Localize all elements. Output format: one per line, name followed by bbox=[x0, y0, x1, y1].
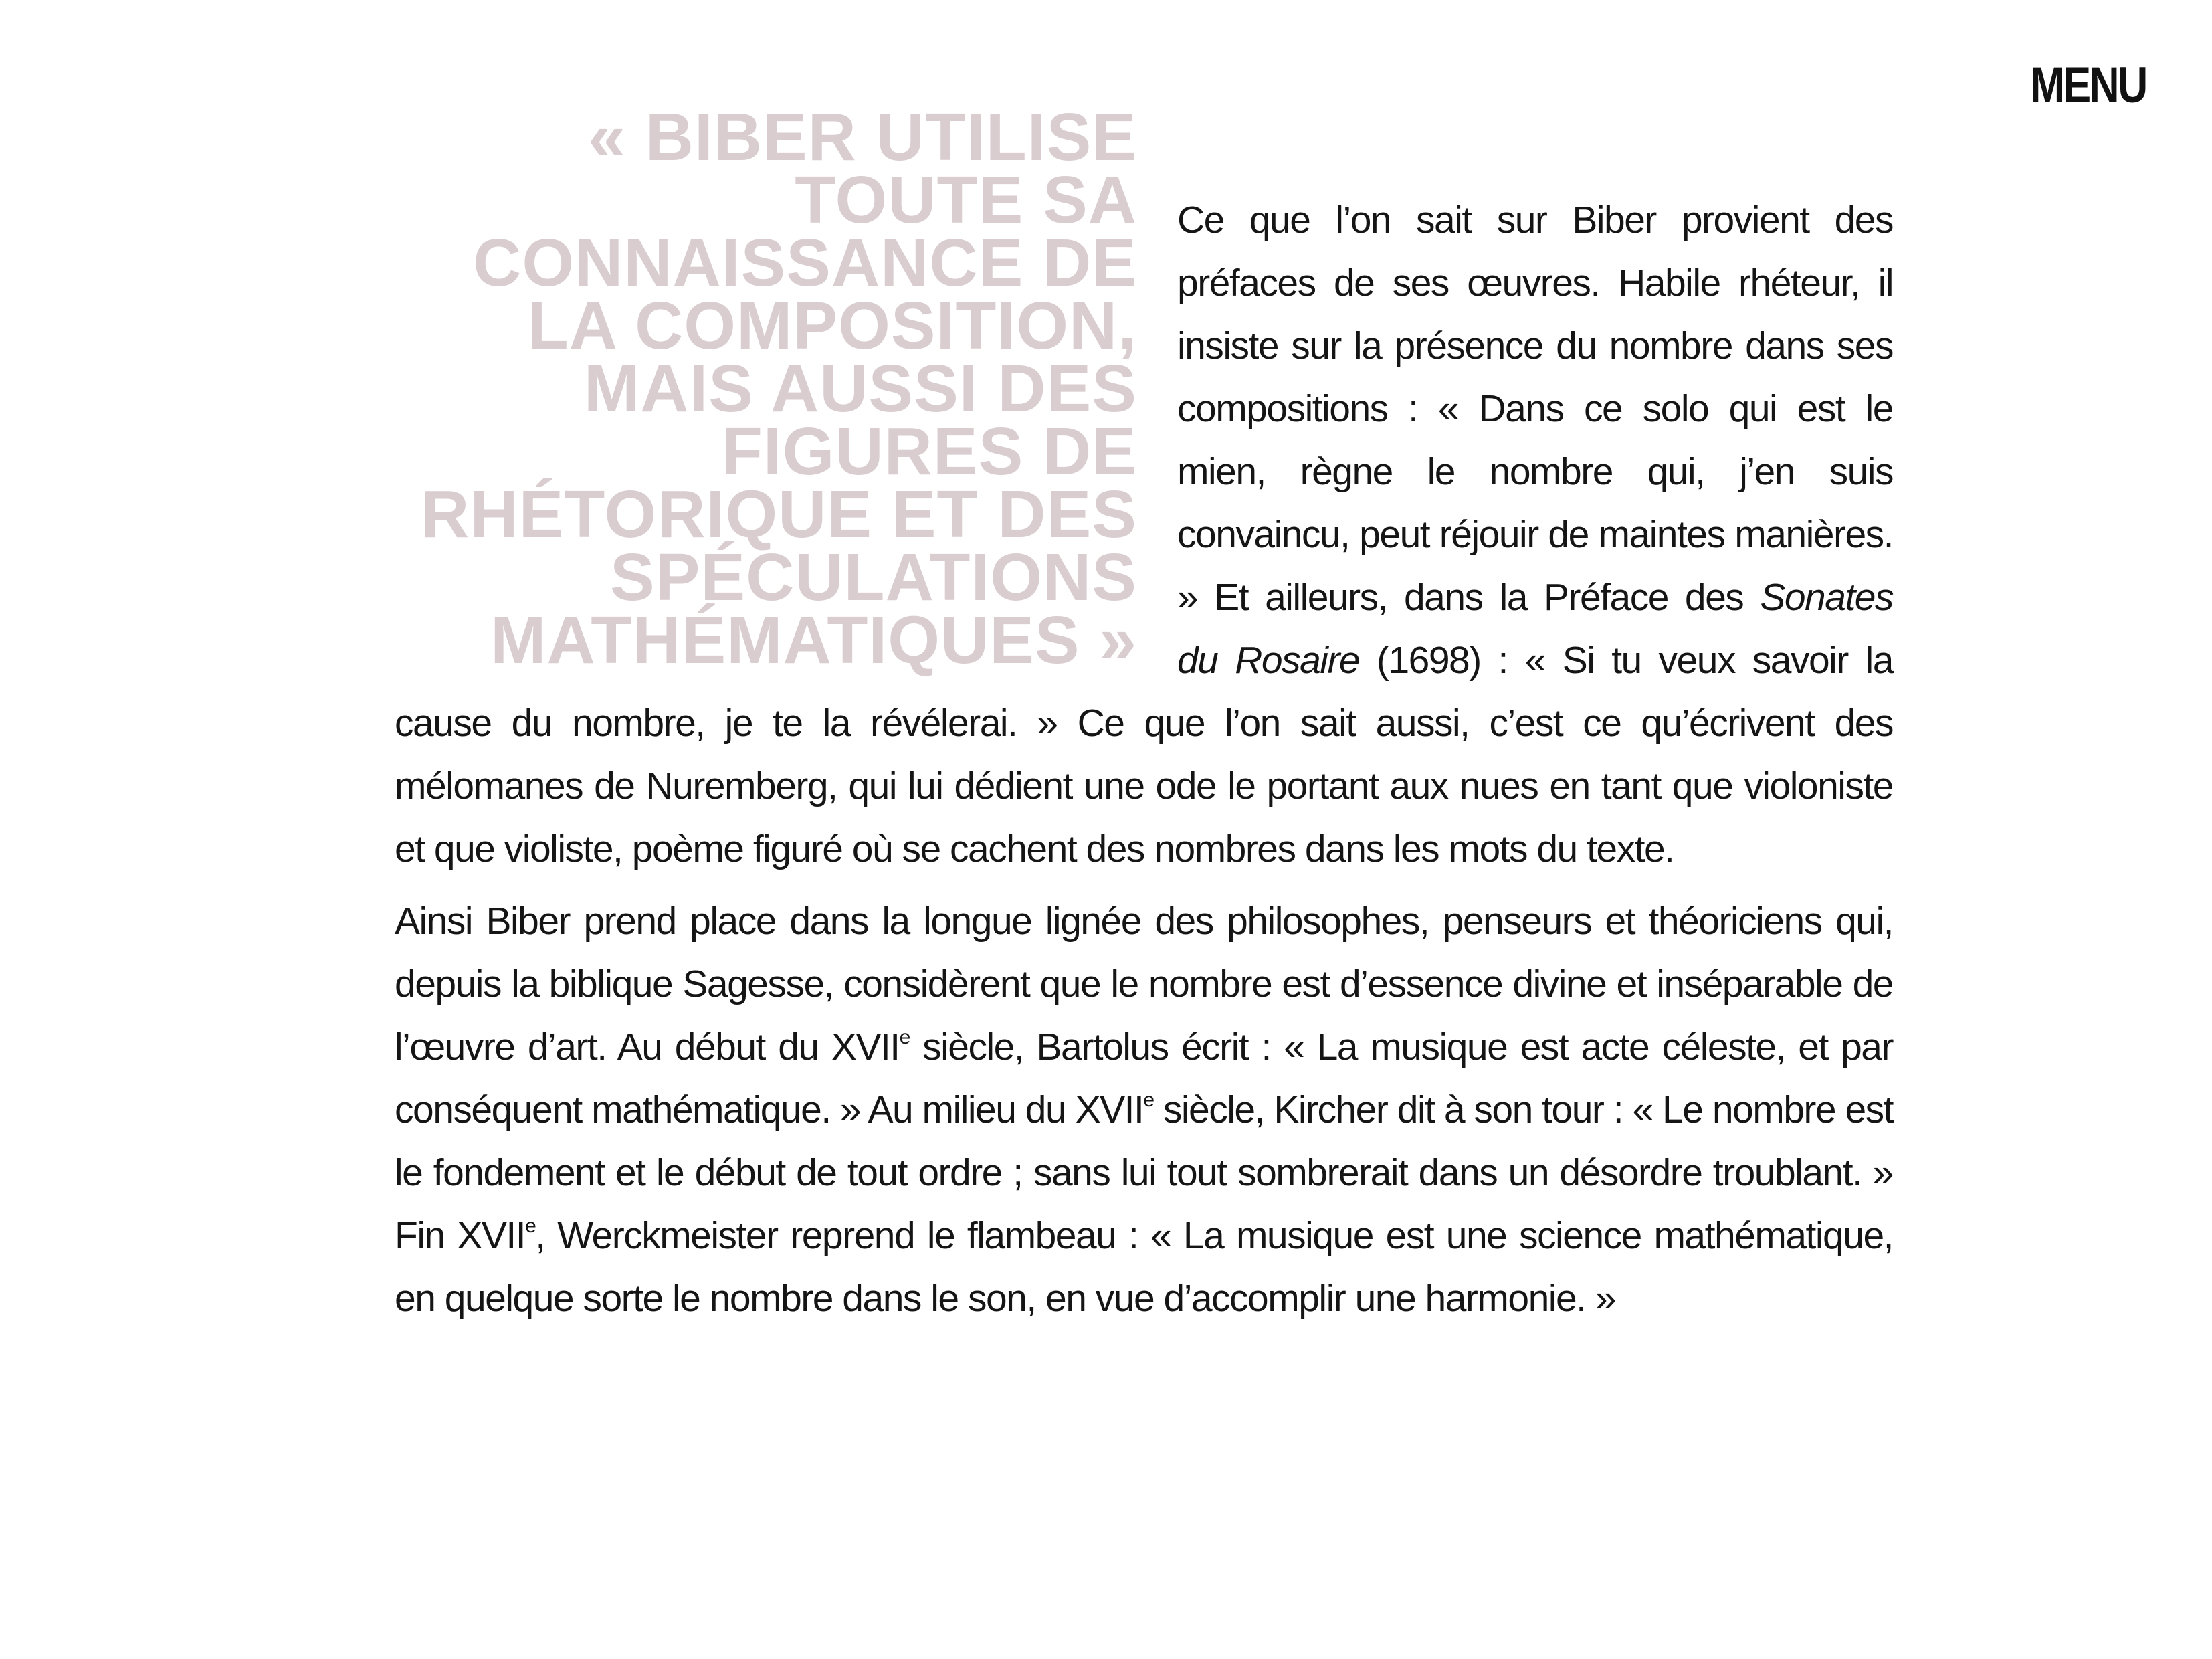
paragraph-2-part-3: siècle, Kircher dit à son tour : « Le nombre est le fondement et le début de tout ordre ; sans lui tout sombrerait dans un désordre troublant. » Fin XVII bbox=[395, 1088, 1894, 1257]
paragraph-2 bbox=[395, 890, 1893, 1330]
paragraph-2-part-4: , Werckmeister reprend le flambeau : « La musique est une science mathématique, en quelque sorte le nombre dans le son, en vue d’accomplir une harmonie. » bbox=[395, 1214, 1893, 1320]
paragraph-2-part-2: siècle, Bartolus écrit : « La musique est acte céleste, et par conséquent mathématique. » Au milieu du XVII bbox=[395, 1026, 1893, 1131]
paragraph-2-part-1: Ainsi Biber prend place dans la longue lignée des philosophes, penseurs et théoriciens qui, depuis la biblique Sagesse, considèrent que le nombre est d’essence divine et inséparable de l’œuvre d’art. Au début du XVII bbox=[395, 900, 1893, 1068]
paragraph-1-text-start: Ce que l’on sait sur Biber provient des préfaces de ses œuvres. Habile rhéteur, il insiste sur la présence du nombre dans ses compositions : « Dans ce solo qui est le mien, règne le nombre qui, j’en suis convaincu, peut réjouir de maintes manières. » Et ailleurs, dans la Préface des bbox=[1177, 199, 1893, 619]
paragraph-1-text-end: (1698) : « Si tu veux savoir la cause du nombre, je te la révélerai. » Ce que l’on sait aussi, c’est ce qu’écrivent des mélomanes de Nuremberg, qui lui dédient une ode le portant aux nues en tant que violoniste et que violiste, poème figuré où se cachent des nombres dans les mots du texte. bbox=[395, 639, 1893, 870]
work-title: Sonates du Rosaire bbox=[1177, 576, 1893, 682]
article bbox=[395, 100, 1894, 1330]
menu-button[interactable]: MENU bbox=[2030, 57, 2146, 114]
superscript-e: e bbox=[899, 1026, 910, 1048]
superscript-e: e bbox=[525, 1215, 536, 1237]
superscript-e: e bbox=[1143, 1089, 1154, 1111]
pull-quote: « BIBER UTILISE TOUTE SA CONNAISSANCE DE LA COMPOSITION, MAIS AUSSI DES FIGURES DE RHÉTORIQUE ET DES SPÉCULATIONS MATHÉMATIQUES » bbox=[421, 100, 1137, 678]
